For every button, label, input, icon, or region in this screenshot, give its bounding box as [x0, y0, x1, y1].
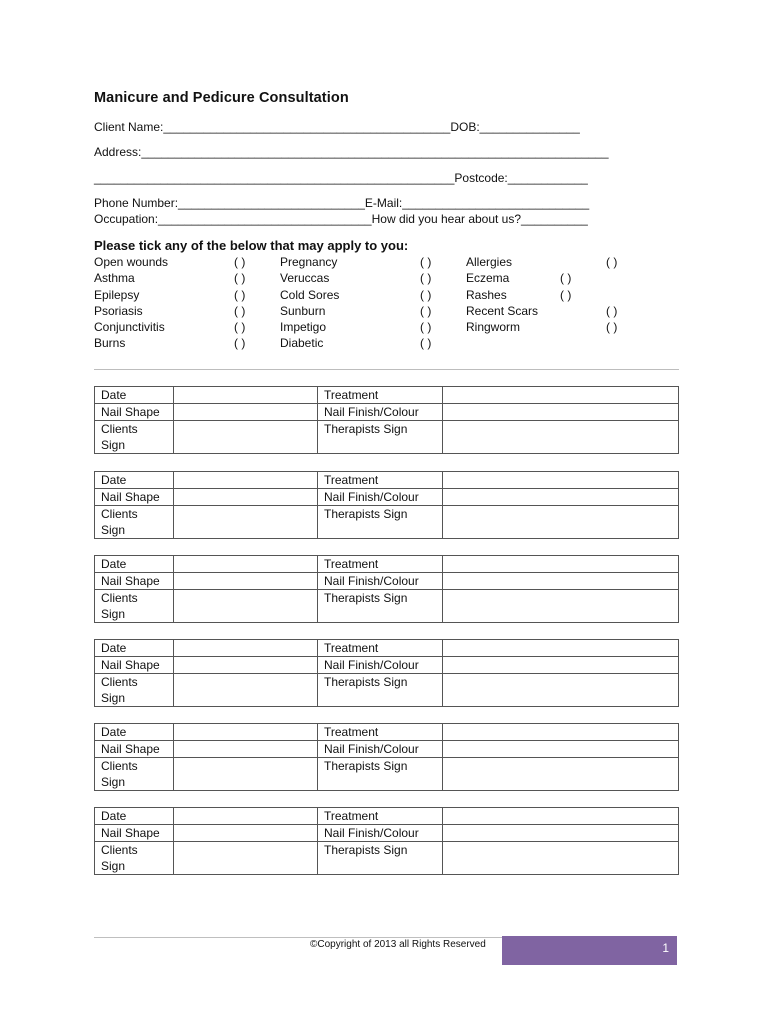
table-row	[95, 674, 679, 707]
date-cell[interactable]	[174, 472, 318, 489]
therapists-sign-cell[interactable]	[443, 421, 679, 454]
sign-label: Sign	[101, 775, 126, 789]
clients-label: Clients	[101, 759, 138, 773]
treatment-record-table	[94, 723, 679, 791]
therapists-sign-label: Therapists Sign	[318, 506, 443, 539]
tick-box-veruccas[interactable]: ( )	[420, 271, 432, 285]
nail-shape-cell[interactable]	[174, 825, 318, 842]
date-cell[interactable]	[174, 387, 318, 404]
date-cell[interactable]	[174, 556, 318, 573]
therapists-sign-cell[interactable]	[443, 506, 679, 539]
treatment-cell[interactable]	[443, 724, 679, 741]
footer-divider	[94, 937, 502, 938]
tick-box-impetigo[interactable]: ( )	[420, 320, 432, 334]
table-row	[95, 387, 679, 404]
page-number-badge	[502, 936, 677, 965]
treatment-record-table	[94, 555, 679, 623]
clients-label: Clients	[101, 507, 138, 521]
tick-box-burns[interactable]: ( )	[234, 336, 246, 350]
table-row	[95, 741, 679, 758]
tick-box-rashes[interactable]: ( )	[560, 288, 572, 302]
clients-label: Clients	[101, 422, 138, 436]
therapists-sign-label: Therapists Sign	[318, 590, 443, 623]
condition-ringworm: Ringworm	[466, 320, 521, 334]
table-row	[95, 842, 679, 875]
treatment-label: Treatment	[318, 387, 443, 404]
table-row	[95, 657, 679, 674]
treatment-cell[interactable]	[443, 640, 679, 657]
sign-label: Sign	[101, 607, 126, 621]
nail-finish-label: Nail Finish/Colour	[318, 741, 443, 758]
condition-veruccas: Veruccas	[280, 271, 330, 285]
client-name-dob-line[interactable]: Client Name:___________________________________________DOB:_______________	[94, 120, 580, 134]
table-row	[95, 421, 679, 454]
therapists-sign-label: Therapists Sign	[318, 758, 443, 791]
condition-sunburn: Sunburn	[280, 304, 326, 318]
form-title: Manicure and Pedicure Consultation	[94, 90, 349, 106]
condition-eczema: Eczema	[466, 271, 510, 285]
treatment-label: Treatment	[318, 640, 443, 657]
tick-box-sunburn[interactable]: ( )	[420, 304, 432, 318]
table-row	[95, 808, 679, 825]
nail-shape-label: Nail Shape	[95, 489, 174, 506]
nail-finish-cell[interactable]	[443, 657, 679, 674]
tick-heading: Please tick any of the below that may apply to you:	[94, 238, 409, 253]
table-row	[95, 404, 679, 421]
address-line[interactable]: Address:______________________________________________________________________	[94, 145, 609, 159]
date-label: Date	[95, 640, 174, 657]
tick-box-allergies[interactable]: ( )	[606, 255, 618, 269]
nail-finish-label: Nail Finish/Colour	[318, 489, 443, 506]
therapists-sign-label: Therapists Sign	[318, 842, 443, 875]
nail-shape-label: Nail Shape	[95, 741, 174, 758]
treatment-label: Treatment	[318, 472, 443, 489]
therapists-sign-cell[interactable]	[443, 674, 679, 707]
occupation-line[interactable]: Occupation:________________________________How did you hear about us?__________	[94, 212, 588, 226]
table-row	[95, 506, 679, 539]
condition-conjunctivitis: Conjunctivitis	[94, 320, 165, 334]
treatment-label: Treatment	[318, 808, 443, 825]
nail-finish-cell[interactable]	[443, 741, 679, 758]
clients-sign-cell[interactable]	[174, 758, 318, 791]
clients-sign-label	[95, 758, 174, 791]
nail-finish-label: Nail Finish/Colour	[318, 404, 443, 421]
clients-sign-cell[interactable]	[174, 506, 318, 539]
tick-box-ringworm[interactable]: ( )	[606, 320, 618, 334]
tick-box-psoriasis[interactable]: ( )	[234, 304, 246, 318]
treatment-record-table	[94, 807, 679, 875]
table-row	[95, 556, 679, 573]
table-row	[95, 825, 679, 842]
nail-finish-label: Nail Finish/Colour	[318, 573, 443, 590]
nail-finish-cell[interactable]	[443, 404, 679, 421]
nail-shape-label: Nail Shape	[95, 825, 174, 842]
phone-email-line[interactable]: Phone Number:____________________________E-Mail:____________________________	[94, 196, 590, 210]
clients-sign-cell[interactable]	[174, 842, 318, 875]
tick-box-conjunctivitis[interactable]: ( )	[234, 320, 246, 334]
tick-box-eczema[interactable]: ( )	[560, 271, 572, 285]
postcode-line[interactable]: ______________________________________________________Postcode:____________	[94, 171, 588, 185]
clients-sign-label	[95, 842, 174, 875]
tick-box-asthma[interactable]: ( )	[234, 271, 246, 285]
treatment-cell[interactable]	[443, 387, 679, 404]
date-label: Date	[95, 472, 174, 489]
treatment-record-table	[94, 471, 679, 539]
nail-shape-cell[interactable]	[174, 489, 318, 506]
treatment-cell[interactable]	[443, 556, 679, 573]
condition-burns: Burns	[94, 336, 126, 350]
nail-shape-label: Nail Shape	[95, 573, 174, 590]
condition-epilepsy: Epilepsy	[94, 288, 140, 302]
therapists-sign-cell[interactable]	[443, 842, 679, 875]
section-divider	[94, 369, 679, 370]
treatment-record-table	[94, 639, 679, 707]
condition-cold-sores: Cold Sores	[280, 288, 340, 302]
condition-allergies: Allergies	[466, 255, 513, 269]
sign-label: Sign	[101, 523, 126, 537]
condition-impetigo: Impetigo	[280, 320, 327, 334]
table-row	[95, 758, 679, 791]
therapists-sign-cell[interactable]	[443, 590, 679, 623]
nail-finish-cell[interactable]	[443, 825, 679, 842]
date-label: Date	[95, 556, 174, 573]
nail-finish-label: Nail Finish/Colour	[318, 657, 443, 674]
tick-box-pregnancy[interactable]: ( )	[420, 255, 432, 269]
date-label: Date	[95, 387, 174, 404]
date-cell[interactable]	[174, 808, 318, 825]
condition-psoriasis: Psoriasis	[94, 304, 143, 318]
copyright-notice: ©Copyright of 2013 all Rights Reserved	[310, 939, 486, 950]
sign-label: Sign	[101, 859, 126, 873]
table-row	[95, 489, 679, 506]
nail-shape-cell[interactable]	[174, 657, 318, 674]
date-cell[interactable]	[174, 640, 318, 657]
sign-label: Sign	[101, 438, 126, 452]
clients-sign-label	[95, 506, 174, 539]
therapists-sign-label: Therapists Sign	[318, 421, 443, 454]
treatment-label: Treatment	[318, 724, 443, 741]
table-row	[95, 640, 679, 657]
nail-shape-label: Nail Shape	[95, 404, 174, 421]
clients-label: Clients	[101, 591, 138, 605]
nail-shape-label: Nail Shape	[95, 657, 174, 674]
condition-recent-scars: Recent Scars	[466, 304, 539, 318]
table-row	[95, 472, 679, 489]
clients-sign-label	[95, 590, 174, 623]
nail-shape-cell[interactable]	[174, 741, 318, 758]
treatment-cell[interactable]	[443, 808, 679, 825]
table-row	[95, 590, 679, 623]
table-row	[95, 724, 679, 741]
clients-sign-label	[95, 421, 174, 454]
clients-sign-label	[95, 674, 174, 707]
condition-asthma: Asthma	[94, 271, 135, 285]
condition-pregnancy: Pregnancy	[280, 255, 338, 269]
clients-label: Clients	[101, 675, 138, 689]
clients-label: Clients	[101, 843, 138, 857]
condition-rashes: Rashes	[466, 288, 507, 302]
nail-finish-cell[interactable]	[443, 573, 679, 590]
date-label: Date	[95, 808, 174, 825]
treatment-record-table	[94, 386, 679, 454]
therapists-sign-cell[interactable]	[443, 758, 679, 791]
page-number: 1	[662, 941, 669, 955]
nail-shape-cell[interactable]	[174, 404, 318, 421]
treatment-label: Treatment	[318, 556, 443, 573]
table-row	[95, 573, 679, 590]
tick-box-open-wounds[interactable]: ( )	[234, 255, 246, 269]
sign-label: Sign	[101, 691, 126, 705]
tick-box-cold-sores[interactable]: ( )	[420, 288, 432, 302]
clients-sign-cell[interactable]	[174, 421, 318, 454]
treatment-cell[interactable]	[443, 472, 679, 489]
date-cell[interactable]	[174, 724, 318, 741]
nail-finish-cell[interactable]	[443, 489, 679, 506]
therapists-sign-label: Therapists Sign	[318, 674, 443, 707]
clients-sign-cell[interactable]	[174, 674, 318, 707]
tick-box-epilepsy[interactable]: ( )	[234, 288, 246, 302]
tick-box-recent-scars[interactable]: ( )	[606, 304, 618, 318]
clients-sign-cell[interactable]	[174, 590, 318, 623]
nail-shape-cell[interactable]	[174, 573, 318, 590]
tick-box-diabetic[interactable]: ( )	[420, 336, 432, 350]
condition-open-wounds: Open wounds	[94, 255, 169, 269]
condition-diabetic: Diabetic	[280, 336, 324, 350]
date-label: Date	[95, 724, 174, 741]
nail-finish-label: Nail Finish/Colour	[318, 825, 443, 842]
